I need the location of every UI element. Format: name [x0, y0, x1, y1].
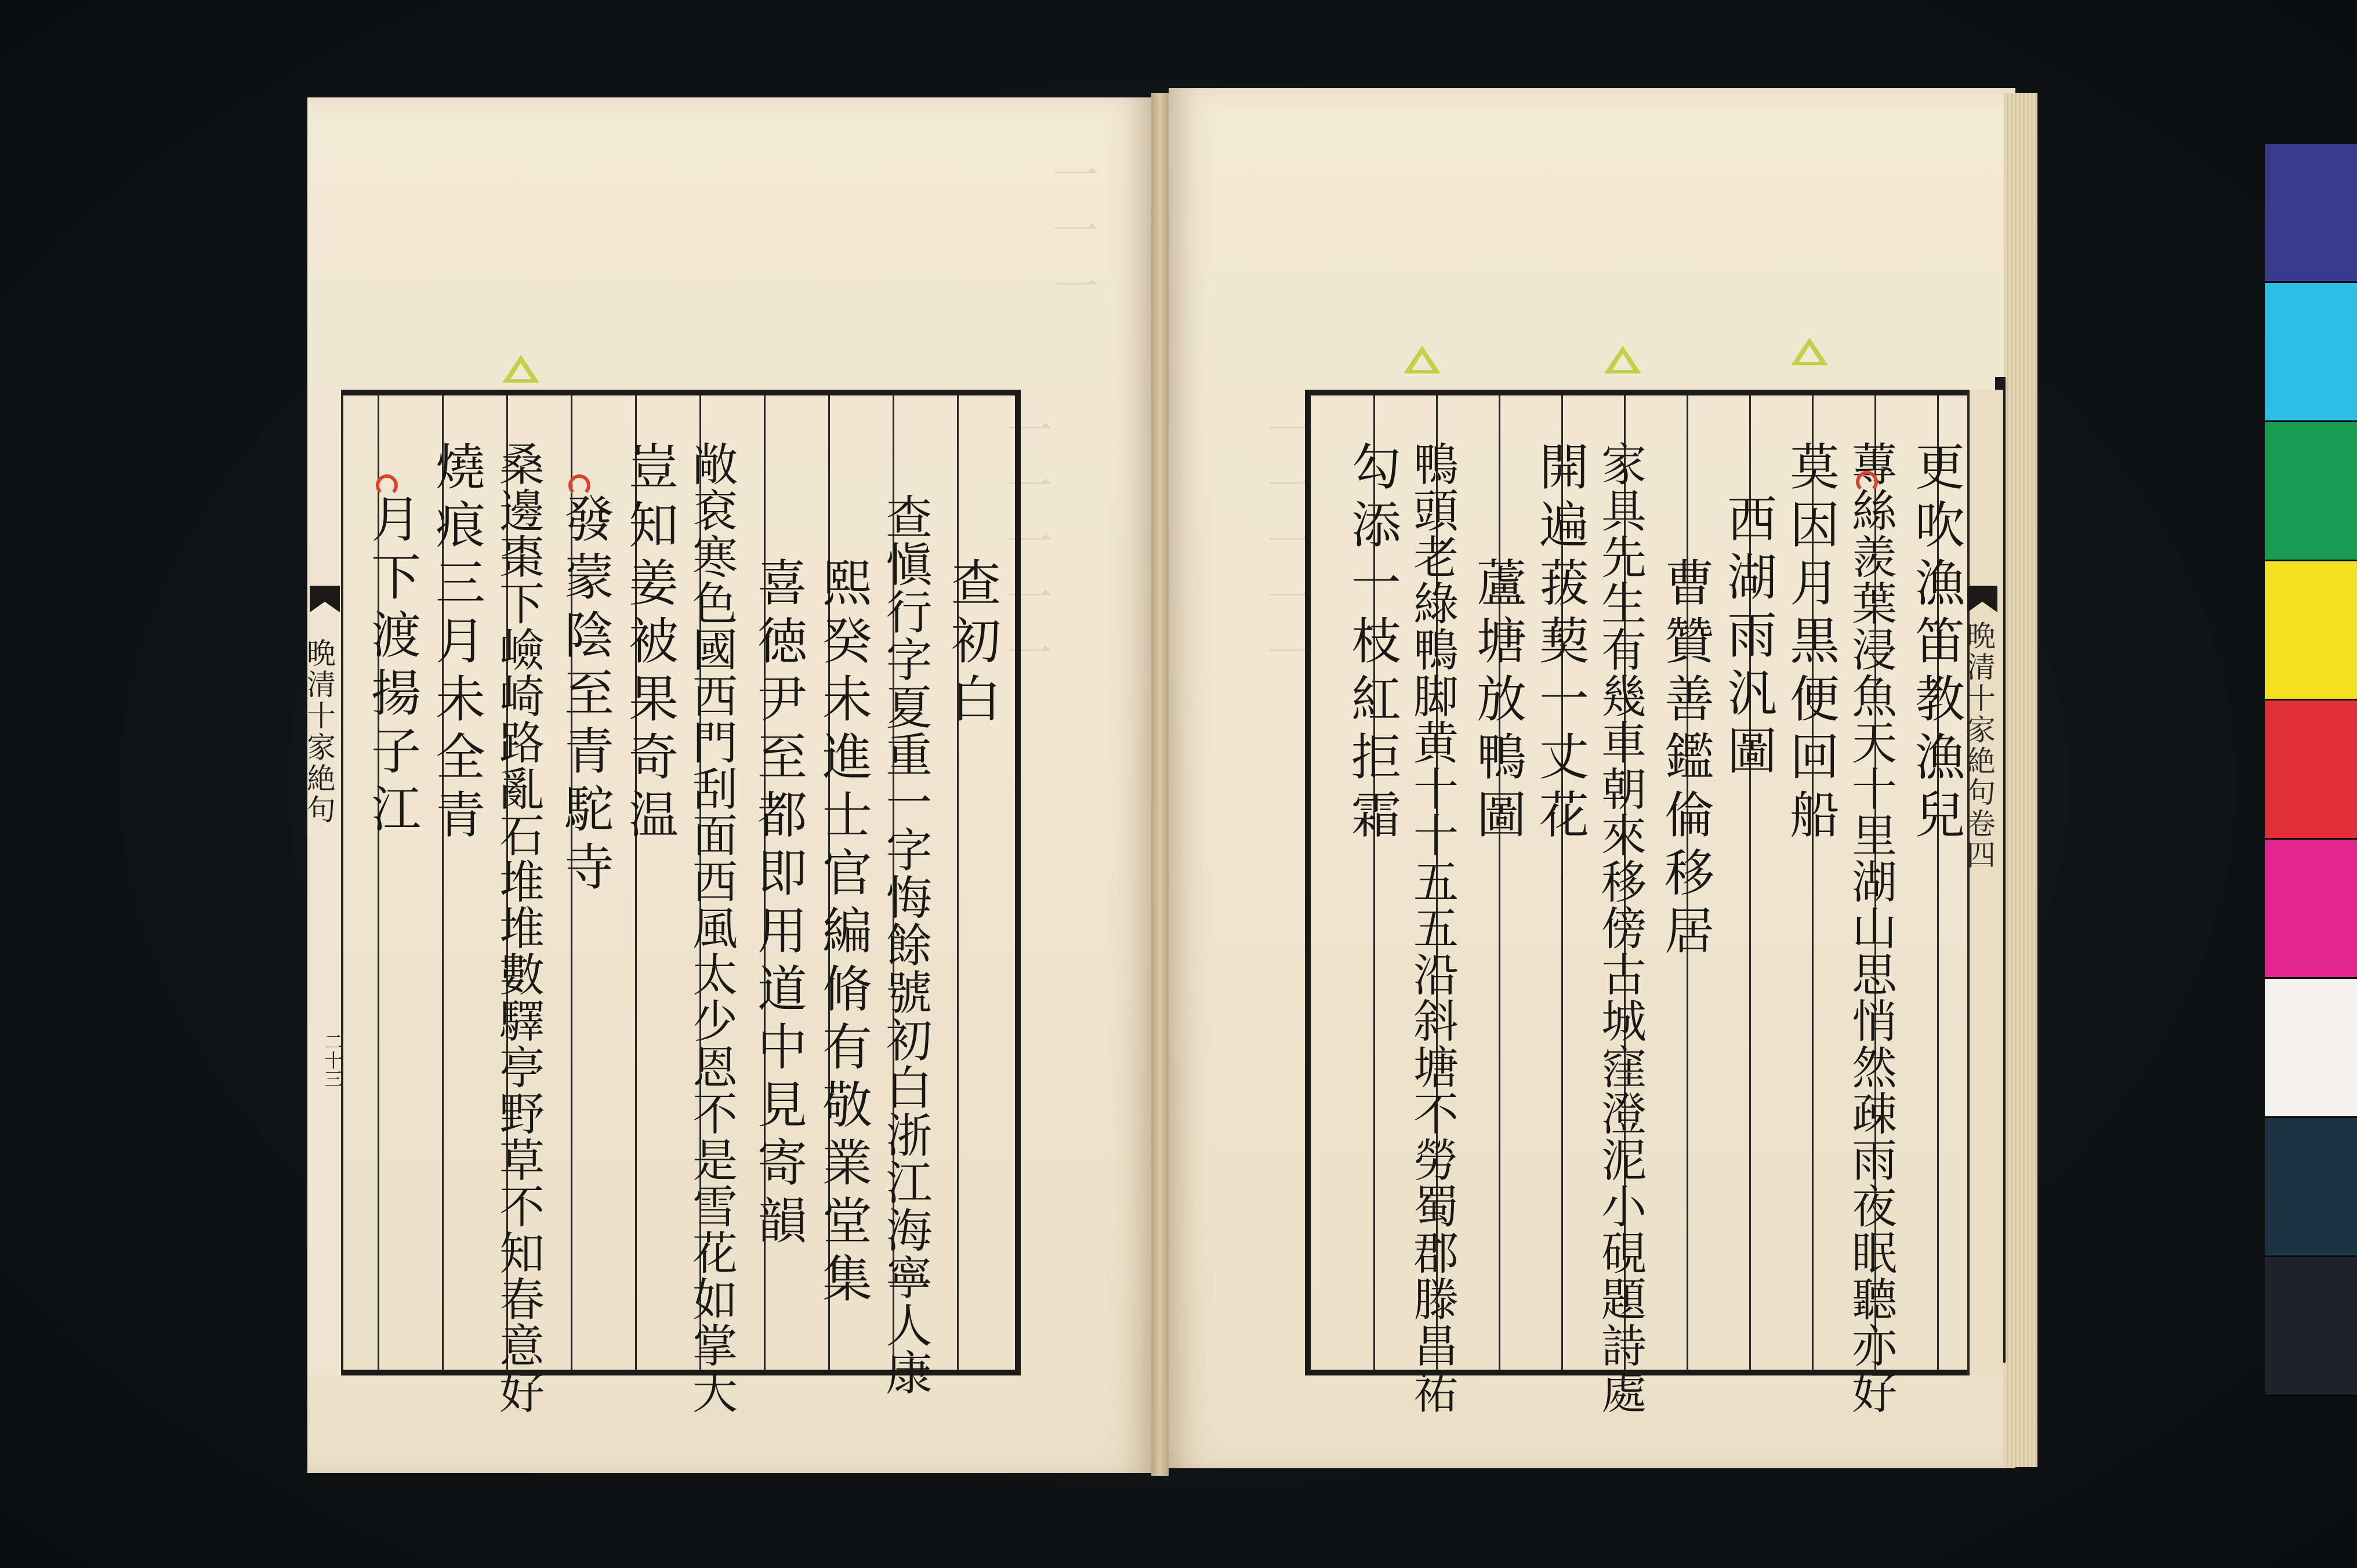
right-block-center	[1962, 390, 2003, 1375]
swatch-yellow	[2265, 561, 2357, 700]
poem-line: 桑邊棗下嶮崎路亂石堆堆數驛亭野草不知春意好	[492, 441, 544, 1415]
show-through-text: 一一一	[1045, 151, 1098, 318]
editor-circle-mark	[1856, 471, 1878, 493]
book-gutter	[1151, 93, 1169, 1476]
swatch-red	[2265, 700, 2357, 840]
poem-line: 鴨頭老綠鴨脚黄十十五五沿斜塘不勞蜀郡滕昌祐	[1406, 441, 1458, 1415]
author-biography: 熙癸未進士官編脩有敬業堂集	[814, 557, 872, 1311]
poem-line: 豈知姜被果奇温	[620, 441, 678, 847]
poem-line: 蓴絲羨葉浸魚天十里湖山思悄然疎雨夜眠聽亦好	[1844, 441, 1897, 1415]
poem-line: 勾添一枝紅拒霜	[1343, 441, 1401, 847]
author-biography: 查愼行字夏重一字悔餘號初白浙江海寧人康	[878, 493, 932, 1396]
poem-line: 家具先生有幾車朝來移傍古城窪澄泥小硯題詩處	[1594, 441, 1646, 1415]
poem-title: 月下渡揚子江	[362, 493, 420, 841]
left-block-center-title: 晩清十家絶句	[302, 638, 336, 826]
swatch-magenta	[2265, 840, 2357, 979]
right-block-center-title: 晩清十家絶句卷四	[1962, 620, 1996, 871]
color-calibration-strip	[2265, 144, 2357, 1396]
poem-title: 曹贊善鑑倫移居	[1656, 557, 1714, 963]
poem-title: 發蒙陰至青駝寺	[556, 493, 614, 899]
poem-line: 燒痕三月未全青	[427, 441, 485, 847]
author-heading: 查初白	[942, 557, 1000, 731]
poem-line: 開遍菝葜一丈花	[1531, 441, 1589, 847]
poem-title: 西湖雨汎圖	[1718, 493, 1776, 783]
editor-triangle-mark	[1404, 346, 1441, 373]
swatch-dark-blue	[2265, 1118, 2357, 1257]
page-edge-stack	[2004, 93, 2037, 1467]
swatch-black	[2265, 1257, 2357, 1396]
editor-circle-mark	[376, 474, 398, 496]
swatch-white	[2265, 979, 2357, 1118]
folio-number: 二十三	[321, 1032, 343, 1088]
swatch-green	[2265, 422, 2357, 561]
swatch-cyan	[2265, 283, 2357, 422]
show-through-text: 一一一一一	[998, 406, 1052, 684]
left-block-center	[302, 390, 343, 1375]
editor-triangle-mark	[502, 355, 539, 383]
poem-line: 莫因月黒便回船	[1781, 441, 1839, 847]
editor-triangle-mark	[1791, 337, 1828, 365]
editor-circle-mark	[568, 474, 590, 496]
poem-title: 喜徳尹至都即用道中見寄韻	[749, 557, 807, 1253]
swatch-blue	[2265, 144, 2357, 283]
poem-line: 敞袞寒色國西門刮面西風太少恩不是雪花如掌大	[685, 441, 737, 1415]
poem-title: 蘆塘放鴨圖	[1468, 557, 1526, 847]
show-through-text: 一一一一一	[1259, 406, 1313, 684]
poem-line: 更吹漁笛教漁兒	[1906, 441, 1964, 847]
editor-triangle-mark	[1604, 346, 1641, 373]
